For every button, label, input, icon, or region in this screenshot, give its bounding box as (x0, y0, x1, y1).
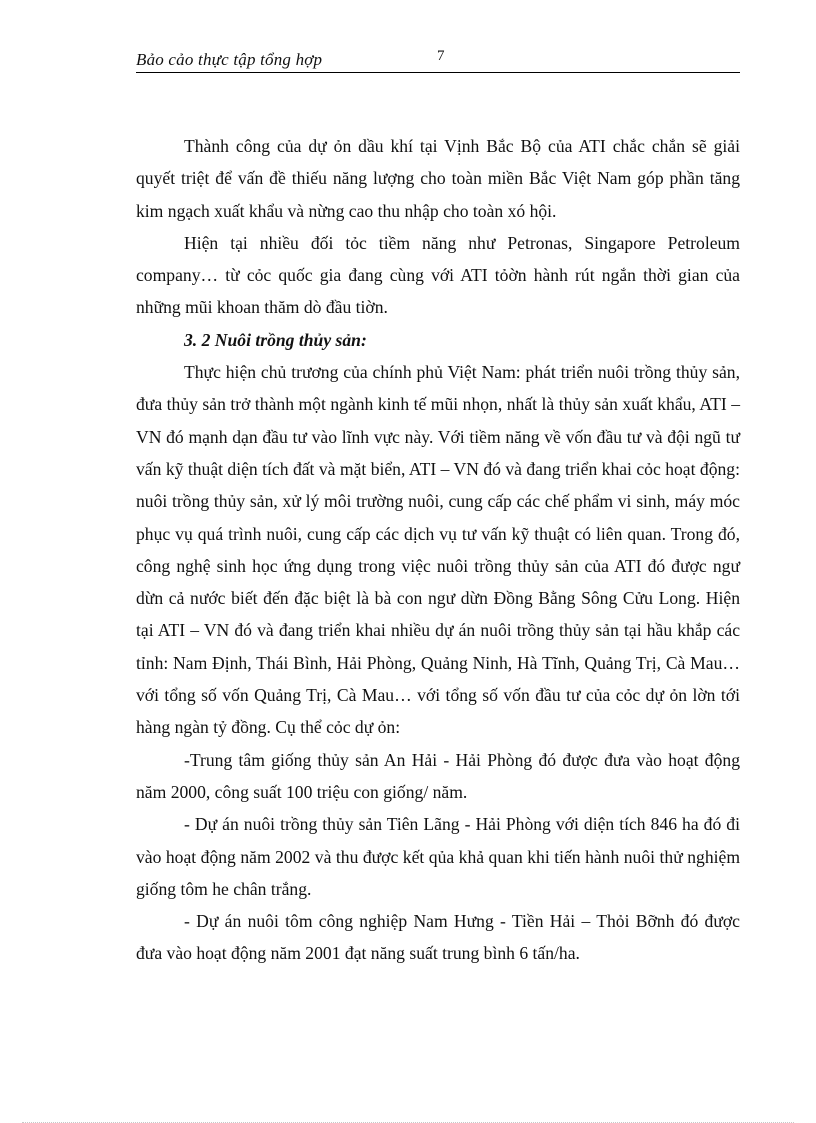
document-body (136, 130, 740, 970)
section-heading-aquaculture: 3. 2 Nuôi trồng thủy sản: (184, 329, 367, 350)
page-header (136, 48, 740, 73)
paragraph-potential-partners: Hiện tại nhiều đối tỏc tiềm năng như Petronas, Singapore Petroleum company… từ cỏc quốc gia đang cùng với ATI tỏờn hành rút ngắn thời gian của những mũi khoan thăm dò đầu tiờn. (136, 232, 740, 318)
list-item-tien-lang: - Dự án nuôi trồng thủy sản Tiên Lãng - Hải Phòng với diện tích 846 ha đó đi vào hoạt động năm 2002 và thu được kết qủa khả quan khi tiến hành nuôi thử nghiệm giống tôm he chân trắng. (136, 814, 740, 899)
paragraph-aquaculture-policy: Thực hiện chủ trương của chính phủ Việt Nam: phát triển nuôi trồng thủy sản, đưa thủy sản trở thành một ngành kinh tế mũi nhọn, nhất là thủy sản xuất khẩu, ATI – VN đó mạnh dạn đầu tư vào lĩnh vực này. Với tiềm năng về vốn đầu tư và đội ngũ tư vấn kỹ thuật diện tích đất và mặt biển, ATI – VN đó và đang triển khai cỏc hoạt động: nuôi trồng thủy sản, xử lý môi trường nuôi, cung cấp các chế phẩm vi sinh, máy móc phục vụ quá trình nuôi, cung cấp các dịch vụ tư vấn kỹ thuật có liên quan. Trong đó, công nghệ sinh học ứng dụng trong việc nuôi trồng thủy sản của ATI đó được ngư dừn cả nước biết đến đặc biệt là bà con ngư dừn Đồng Bằng Sông Cửu Long. Hiện tại ATI – VN đó và đang triển khai nhiều dự án nuôi trồng thủy sản tại hầu khắp các tỉnh: Nam Định, Thái Bình, Hải Phòng, Quảng Ninh, Hà Tĩnh, Quảng Trị, Cà Mau… với tổng số vốn Quảng Trị, Cà Mau… với tổng số vốn đầu tư của cỏc dự ỏn lờn tới hàng ngàn tỷ đồng. Cụ thể cỏc dự ỏn: (136, 362, 740, 738)
list-item-an-hai: -Trung tâm giống thủy sản An Hải - Hải Phòng đó được đưa vào hoạt động năm 2000, công suất 100 triệu con giống/ năm. (136, 749, 740, 802)
header-title: Bảo cảo thực tập tổng hợp (136, 50, 323, 69)
paragraph-oil-gas-success: Thành công của dự ỏn dầu khí tại Vịnh Bắc Bộ của ATI chắc chắn sẽ giải quyết triệt để vấn đề thiếu năng lượng cho toàn miền Bắc Việt Nam góp phần tăng kim ngạch xuất khẩu và nừng cao thu nhập cho toàn xó hội. (136, 136, 740, 221)
page-number: 7 (437, 48, 445, 64)
list-item-nam-hung: - Dự án nuôi tôm công nghiệp Nam Hưng - Tiền Hải – Thỏi Bỡnh đó được đưa vào hoạt động năm 2001 đạt năng suất trung bình 6 tấn/ha. (136, 911, 740, 964)
